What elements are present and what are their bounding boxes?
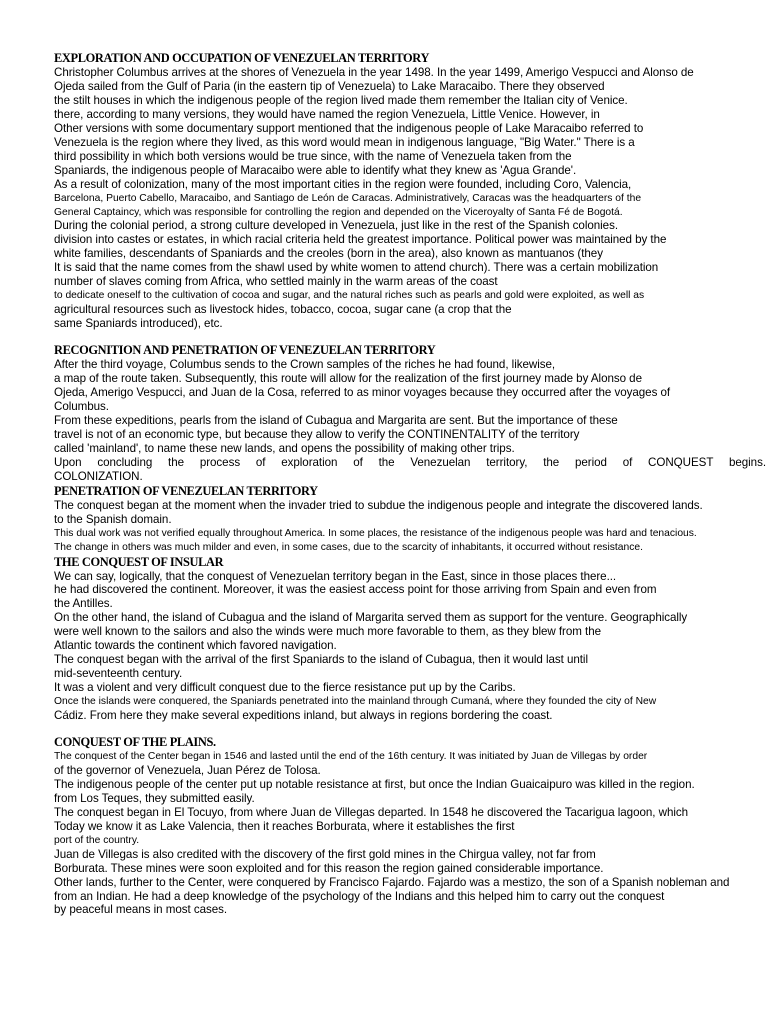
text-line: Borburata. These mines were soon exploited and for this reason the region gained considerable importance. <box>54 861 604 875</box>
text-line: We can say, logically, that the conquest of Venezuelan territory began in the East, since in those places there... <box>54 569 617 583</box>
text-line: agricultural resources such as livestock hides, tobacco, cocoa, sugar cane (a crop that the <box>54 303 512 317</box>
text-line: The conquest began with the arrival of the first Spaniards to the island of Cubagua, then it would last until <box>54 653 588 667</box>
text-line: number of slaves coming from Africa, who settled mainly in the warm areas of the coast <box>54 275 498 289</box>
text-line: COLONIZATION. <box>54 469 143 483</box>
text-line: Ojeda sailed from the Gulf of Paria (in the eastern tip of Venezuela) to Lake Maracaibo. There they observed <box>54 79 605 93</box>
text-line: As a result of colonization, many of the most important cities in the region were founded, including Coro, Valencia, <box>54 177 632 191</box>
text-line: mid-seventeenth century. <box>54 667 183 681</box>
text-line: The change in others was much milder and even, in some cases, due to the scarcity of inhabitants, it occurred without resistance. <box>54 541 643 553</box>
document-section <box>54 51 766 331</box>
text-line: Other versions with some documentary support mentioned that the indigenous people of Lake Maracaibo referred to <box>54 121 644 135</box>
text-line: Once the islands were conquered, the Spaniards penetrated into the mainland through Cumaná, where they founded the city of New <box>54 696 657 708</box>
text-line: The conquest began at the moment when the invader tried to subdue the indigenous people and integrate the discovered lands. <box>54 498 703 512</box>
section-heading: THE CONQUEST OF INSULAR <box>54 554 224 569</box>
section-body <box>54 358 766 484</box>
text-line: Atlantic towards the continent which favored navigation. <box>54 639 337 653</box>
text-line: On the other hand, the island of Cubagua and the island of Margarita served them as support for the venture. Geographically <box>54 611 688 625</box>
text-line: Spaniards, the indigenous people of Maracaibo were able to identify what they knew as 'Agua Grande'. <box>54 163 577 177</box>
text-line: Other lands, further to the Center, were conquered by Francisco Fajardo. Fajardo was a mestizo, the son of a Spanish nobleman and <box>54 875 730 889</box>
text-line: The indigenous people of the center put up notable resistance at first, but once the Indian Guaicaipuro was killed in the region. <box>54 777 695 791</box>
section-heading: RECOGNITION AND PENETRATION OF VENEZUELAN TERRITORY <box>54 343 436 358</box>
text-line: there, according to many versions, they would have named the region Venezuela, Little Venice. However, in <box>54 107 600 121</box>
text-line: The conquest of the Center began in 1546 and lasted until the end of the 16th century. It was initiated by Juan de Villegas by order <box>54 750 648 762</box>
text-line: After the third voyage, Columbus sends to the Crown samples of the riches he had found, likewise, <box>54 358 556 372</box>
section-heading: EXPLORATION AND OCCUPATION OF VENEZUELAN TERRITORY <box>54 51 430 65</box>
document-section <box>54 555 766 723</box>
text-line: white families, descendants of Spaniards and the creoles (born in the area), also known as mantuanos (they <box>54 247 603 261</box>
section-body <box>54 570 766 723</box>
text-line: The conquest began in El Tocuyo, from where Juan de Villegas departed. In 1548 he discovered the Tacarigua lagoon, which <box>54 805 689 819</box>
text-line: Barcelona, Puerto Cabello, Maracaibo, and Santiago de León de Caracas. Administratively, Caracas was the headquarters of the <box>54 192 642 204</box>
text-line: the stilt houses in which the indigenous people of the region lived made them remember the Italian city of Venice. <box>54 93 628 107</box>
text-line: division into castes or estates, in which racial criteria held the greatest importance. Political power was maintained by the <box>54 233 667 247</box>
text-line: Columbus. <box>54 399 109 413</box>
text-line: During the colonial period, a strong culture developed in Venezuela, just like in the rest of the Spanish colonies. <box>54 219 618 233</box>
section-heading: CONQUEST OF THE PLAINS. <box>54 734 216 749</box>
document-section <box>54 735 766 917</box>
text-line: were well known to the sailors and also the winds were much more favorable to them, as they blew from the <box>54 625 602 639</box>
text-line: Christopher Columbus arrives at the shores of Venezuela in the year 1498. In the year 1499, Amerigo Vespucci and Alonso de <box>54 66 694 79</box>
text-line: Juan de Villegas is also credited with the discovery of the first gold mines in the Chirgua valley, not far from <box>54 847 596 861</box>
text-line: by peaceful means in most cases. <box>54 903 228 917</box>
text-line: same Spaniards introduced), etc. <box>54 317 223 331</box>
document-section <box>54 343 766 484</box>
text-line: of the governor of Venezuela, Juan Pérez de Tolosa. <box>54 763 321 777</box>
text-line: From these expeditions, pearls from the island of Cubagua and Margarita are sent. But the importance of these <box>54 413 618 427</box>
section-heading: PENETRATION OF VENEZUELAN TERRITORY <box>54 483 318 498</box>
section-body <box>54 66 766 331</box>
document-section <box>54 484 766 555</box>
text-line: It was a violent and very difficult conquest due to the fierce resistance put up by the Caribs. <box>54 681 516 695</box>
text-line: General Captaincy, which was responsible for controlling the region and depended on the Viceroyalty of Santa Fé de Bogotá. <box>54 206 623 218</box>
text-line: third possibility in which both versions would be true since, with the name of Venezuela taken from the <box>54 149 572 163</box>
text-line: called 'mainland', to name these new lands, and opens the possibility of making other trips. <box>54 441 515 455</box>
text-line: a map of the route taken. Subsequently, this route will allow for the realization of the first journey made by Alonso de <box>54 372 642 386</box>
text-line: the Antilles. <box>54 597 113 611</box>
text-line: to dedicate oneself to the cultivation of cocoa and sugar, and the natural riches such as pearls and gold were exploited, as well as <box>54 290 645 302</box>
text-line: Ojeda, Amerigo Vespucci, and Juan de la Cosa, referred to as minor voyages because they occurred after the voyages of <box>54 386 671 400</box>
text-line: Today we know it as Lake Valencia, then it reaches Borburata, where it establishes the first <box>54 819 515 833</box>
text-line: port of the country. <box>54 834 140 846</box>
text-line: he had discovered the continent. Moreover, it was the easiest access point for those arriving from Spain and even from <box>54 583 657 597</box>
text-line: This dual work was not verified equally throughout America. In some places, the resistance of the indigenous people was hard and tenacious. <box>54 527 697 539</box>
document-page <box>54 51 766 917</box>
text-line: Cádiz. From here they make several expeditions inland, but always in regions bordering the coast. <box>54 709 553 723</box>
section-body <box>54 750 766 917</box>
text-line: to the Spanish domain. <box>54 512 172 526</box>
section-body <box>54 499 766 555</box>
text-line: from an Indian. He had a deep knowledge of the psychology of the Indians and this helped him to carry out the conquest <box>54 889 665 903</box>
text-line: travel is not of an economic type, but because they allow to verify the CONTINENTALITY of the territory <box>54 427 580 441</box>
text-line: It is said that the name comes from the shawl used by white women to attend church). There was a certain mobilization <box>54 261 659 275</box>
text-line: Venezuela is the region where they lived, as this word would mean in indigenous language, "Big Water." There is a <box>54 135 635 149</box>
text-line: Upon concluding the process of exploration of the Venezuelan territory, the period of CONQUEST begins. <box>54 455 766 469</box>
text-line: from Los Teques, they submitted easily. <box>54 791 255 805</box>
